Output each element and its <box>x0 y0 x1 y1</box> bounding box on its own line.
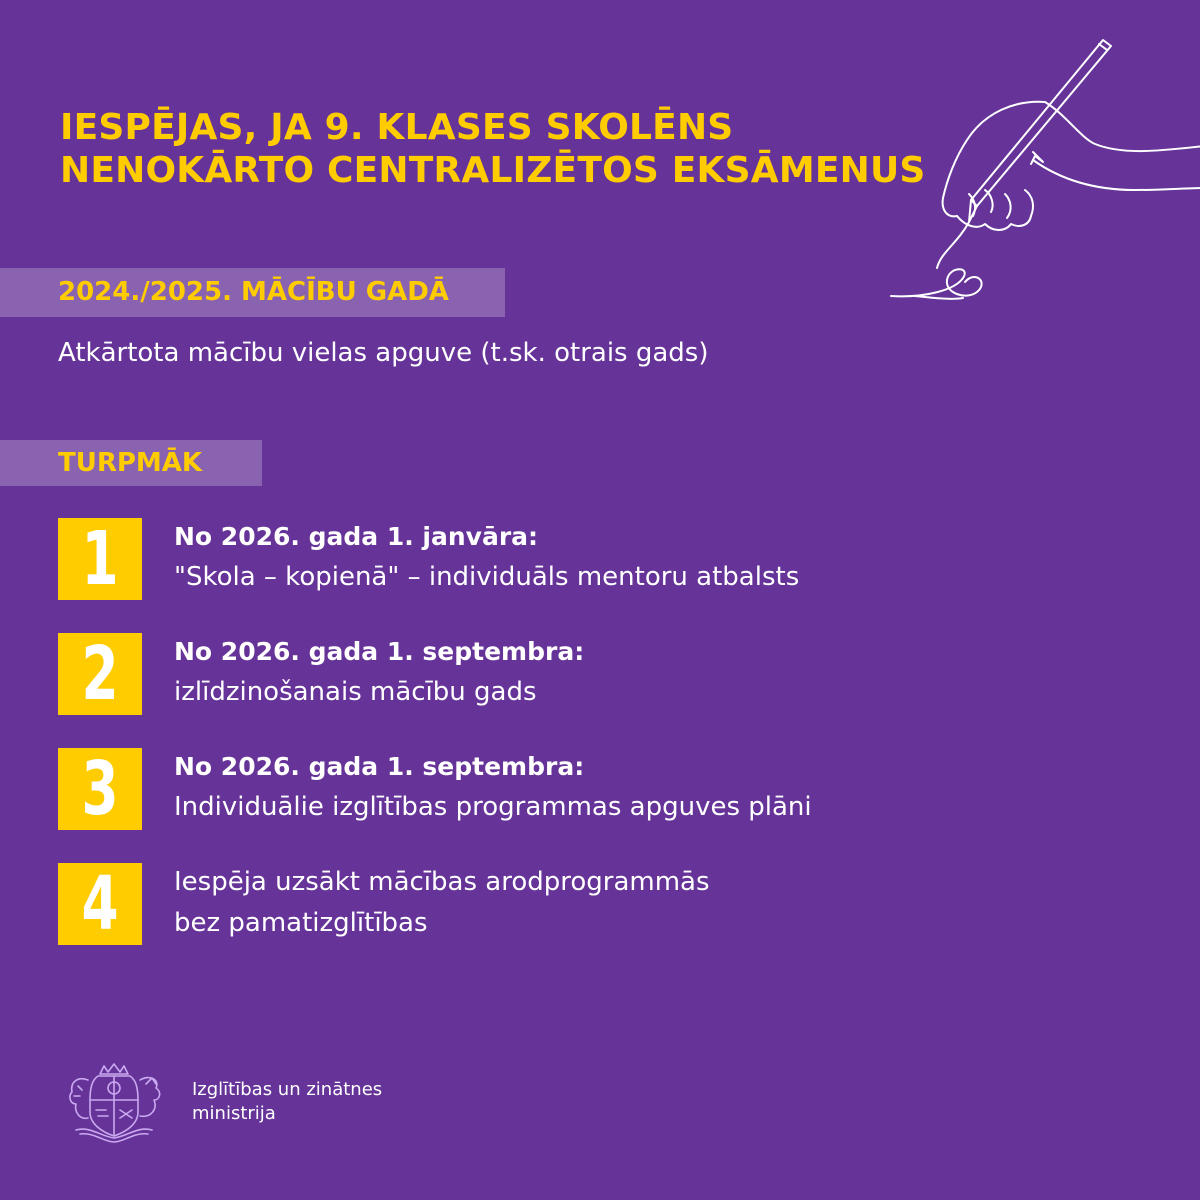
list-item-1 <box>174 516 799 598</box>
ministry-line-2: ministrija <box>192 1103 276 1124</box>
number-badge-3 <box>58 748 142 830</box>
item-description: bez pamatizglītības <box>174 908 428 938</box>
list-item-3 <box>174 746 812 828</box>
number-badge-2 <box>58 633 142 715</box>
item-heading: No 2026. gada 1. septembra: <box>174 752 585 781</box>
number-badge-1 <box>58 518 142 600</box>
future-label: TURPMĀK <box>58 448 203 478</box>
badge-number: 1 <box>81 516 119 602</box>
hand-writing-icon <box>885 30 1200 320</box>
item-description: izlīdzinošanais mācību gads <box>174 677 537 707</box>
number-badge-4 <box>58 863 142 945</box>
page-title <box>60 106 926 192</box>
year-label: 2024./2025. MĀCĪBU GADĀ <box>58 277 449 307</box>
title-line-1: IESPĒJAS, JA 9. KLASES SKOLĒNS <box>60 107 734 148</box>
badge-number: 3 <box>81 746 119 832</box>
item-heading: Iespēja uzsākt mācības arodprogrammās <box>174 867 710 897</box>
title-line-2: NENOKĀRTO CENTRALIZĒTOS EKSĀMENUS <box>60 150 926 191</box>
ministry-line-1: Izglītības un zinātnes <box>192 1079 383 1100</box>
item-description: Individuālie izglītības programmas apguves plāni <box>174 792 812 822</box>
badge-number: 2 <box>81 631 119 717</box>
list-item-4 <box>174 862 710 944</box>
coat-of-arms-icon <box>60 1060 168 1144</box>
list-item-2 <box>174 631 584 713</box>
item-description: "Skola – kopienā" – individuāls mentoru atbalsts <box>174 562 800 592</box>
ministry-name <box>192 1078 382 1126</box>
item-heading: No 2026. gada 1. septembra: <box>174 637 585 666</box>
item-heading: No 2026. gada 1. janvāra: <box>174 522 539 551</box>
year-description: Atkārtota mācību vielas apguve (t.sk. otrais gads) <box>58 338 709 368</box>
badge-number: 4 <box>81 861 119 947</box>
